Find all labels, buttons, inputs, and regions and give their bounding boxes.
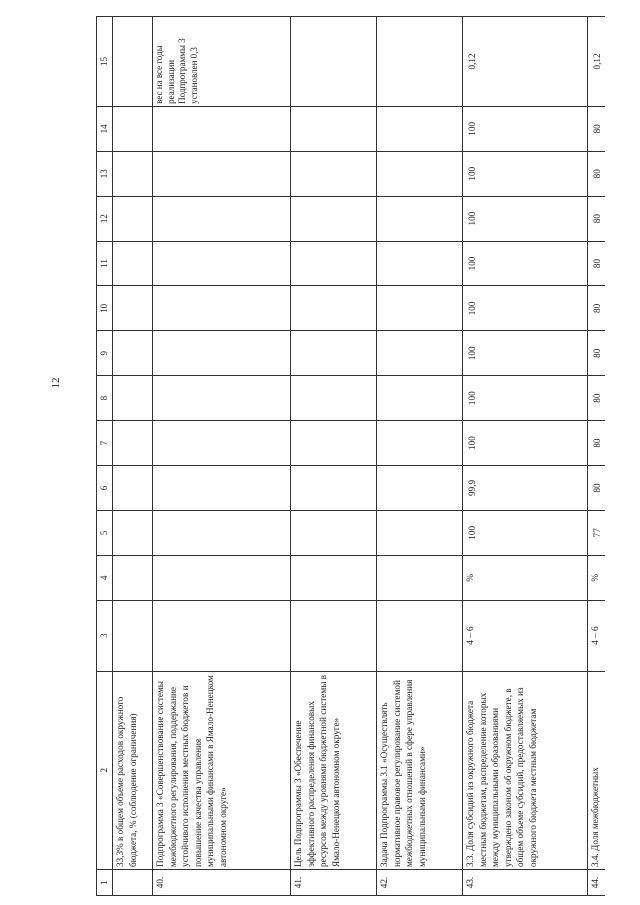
value-cell bbox=[291, 151, 377, 196]
row-period: 4 – 6 bbox=[588, 600, 605, 671]
indicator-name: Подпрограмма 3 «Совершенствование системы межбюджетного регулирования, поддержание устойчивого исполнения местных бюджетов и повышение качества управления муниципальными финансами в Ямало-Ненецком автономном округе» bbox=[153, 671, 291, 869]
col-header: 4 bbox=[97, 555, 113, 600]
indicator-table-wrapper bbox=[96, 16, 602, 896]
value-cell bbox=[377, 241, 463, 286]
col-header: 13 bbox=[97, 151, 113, 196]
value-cell: 80 bbox=[588, 196, 605, 241]
col-header: 3 bbox=[97, 600, 113, 671]
value-cell: 100 bbox=[463, 510, 588, 555]
row-number: 40. bbox=[153, 870, 291, 896]
row-period bbox=[377, 600, 463, 671]
row-period: 4 – 6 bbox=[463, 600, 588, 671]
row-number: 43. bbox=[463, 870, 588, 896]
value-cell: 80 bbox=[588, 376, 605, 421]
row-number bbox=[113, 870, 153, 896]
value-cell bbox=[377, 151, 463, 196]
value-cell: 80 bbox=[588, 466, 605, 511]
value-cell: 100 bbox=[463, 151, 588, 196]
row-number: 42. bbox=[377, 870, 463, 896]
value-cell bbox=[153, 466, 291, 511]
table-row bbox=[291, 17, 377, 896]
indicator-name: 3.4. Доля межбюджетных bbox=[588, 671, 605, 869]
row-period bbox=[291, 600, 377, 671]
value-cell: 100 bbox=[463, 376, 588, 421]
table-row bbox=[153, 17, 291, 896]
table-row bbox=[377, 17, 463, 896]
value-cell bbox=[291, 331, 377, 376]
value-cell bbox=[153, 421, 291, 466]
row-period bbox=[113, 600, 153, 671]
column-number-row bbox=[97, 17, 113, 896]
col-header: 10 bbox=[97, 286, 113, 331]
value-cell bbox=[113, 510, 153, 555]
value-cell bbox=[377, 286, 463, 331]
value-cell: 99,9 bbox=[463, 466, 588, 511]
value-cell bbox=[377, 466, 463, 511]
value-cell: 100 bbox=[463, 196, 588, 241]
table-row bbox=[588, 17, 605, 896]
row-unit bbox=[377, 555, 463, 600]
value-cell bbox=[291, 241, 377, 286]
weight-note: 0,12 bbox=[463, 17, 588, 107]
col-header: 12 bbox=[97, 196, 113, 241]
col-header: 5 bbox=[97, 510, 113, 555]
value-cell bbox=[153, 331, 291, 376]
weight-note: вес на все годы реализации Подпрограммы 3 установлен 0,3 bbox=[153, 17, 291, 107]
value-cell: 100 bbox=[463, 106, 588, 151]
value-cell bbox=[291, 106, 377, 151]
value-cell: 80 bbox=[588, 241, 605, 286]
value-cell bbox=[113, 466, 153, 511]
weight-note bbox=[113, 17, 153, 107]
value-cell: 100 bbox=[463, 241, 588, 286]
row-period bbox=[153, 600, 291, 671]
value-cell: 80 bbox=[588, 151, 605, 196]
col-header: 8 bbox=[97, 376, 113, 421]
row-unit bbox=[291, 555, 377, 600]
row-unit bbox=[153, 555, 291, 600]
value-cell bbox=[377, 106, 463, 151]
page-number: 12 bbox=[50, 377, 62, 389]
col-header: 1 bbox=[97, 870, 113, 896]
indicator-name: 3.3. Доля субсидий из окружного бюджета местным бюджетам, распределение которых между муниципальными образованиями утверждено законом об окружном бюджете, в общем объеме субсидий, предоставляемых из окружного бюджета местным бюджетам bbox=[463, 671, 588, 869]
value-cell bbox=[153, 151, 291, 196]
value-cell bbox=[153, 241, 291, 286]
value-cell bbox=[153, 196, 291, 241]
value-cell bbox=[291, 421, 377, 466]
value-cell: 77 bbox=[588, 510, 605, 555]
table-row bbox=[463, 17, 588, 896]
indicator-name: 33,3% в общем объеме расходов окружного бюджета, % (соблюдение ограничения) bbox=[113, 671, 153, 869]
indicator-name: Цель Подпрограммы 3 «Обеспечение эффективного распределения финансовых ресурсов между уровнями бюджетной системы в Ямало-Ненецком автономном округе» bbox=[291, 671, 377, 869]
value-cell: 80 bbox=[588, 331, 605, 376]
value-cell bbox=[153, 376, 291, 421]
value-cell bbox=[377, 196, 463, 241]
value-cell bbox=[153, 286, 291, 331]
value-cell bbox=[113, 421, 153, 466]
value-cell bbox=[377, 376, 463, 421]
table-row bbox=[113, 17, 153, 896]
value-cell bbox=[113, 376, 153, 421]
value-cell bbox=[291, 376, 377, 421]
row-unit bbox=[113, 555, 153, 600]
value-cell: 80 bbox=[588, 286, 605, 331]
col-header: 6 bbox=[97, 466, 113, 511]
weight-note bbox=[377, 17, 463, 107]
value-cell bbox=[113, 106, 153, 151]
col-header: 7 bbox=[97, 421, 113, 466]
col-header: 2 bbox=[97, 671, 113, 869]
value-cell bbox=[153, 510, 291, 555]
value-cell bbox=[113, 241, 153, 286]
value-cell bbox=[377, 510, 463, 555]
value-cell: 100 bbox=[463, 331, 588, 376]
value-cell bbox=[291, 196, 377, 241]
value-cell bbox=[113, 331, 153, 376]
value-cell bbox=[377, 421, 463, 466]
value-cell: 80 bbox=[588, 106, 605, 151]
indicator-table bbox=[96, 16, 605, 896]
row-unit: % bbox=[588, 555, 605, 600]
value-cell: 100 bbox=[463, 286, 588, 331]
value-cell bbox=[291, 466, 377, 511]
col-header: 9 bbox=[97, 331, 113, 376]
value-cell bbox=[377, 331, 463, 376]
value-cell bbox=[291, 286, 377, 331]
value-cell bbox=[113, 196, 153, 241]
row-number: 41. bbox=[291, 870, 377, 896]
value-cell: 100 bbox=[463, 421, 588, 466]
value-cell bbox=[153, 106, 291, 151]
value-cell bbox=[113, 286, 153, 331]
row-unit: % bbox=[463, 555, 588, 600]
col-header: 11 bbox=[97, 241, 113, 286]
weight-note bbox=[291, 17, 377, 107]
weight-note: 0,12 bbox=[588, 17, 605, 107]
col-header: 15 bbox=[97, 17, 113, 107]
value-cell: 80 bbox=[588, 421, 605, 466]
value-cell bbox=[113, 151, 153, 196]
indicator-name: Задача Подпрограммы 3.1 «Осуществлять нормативное правовое регулирование системой межбюджетных отношений в сфере управления муниципальными финансами» bbox=[377, 671, 463, 869]
row-number: 44. bbox=[588, 870, 605, 896]
value-cell bbox=[291, 510, 377, 555]
col-header: 14 bbox=[97, 106, 113, 151]
